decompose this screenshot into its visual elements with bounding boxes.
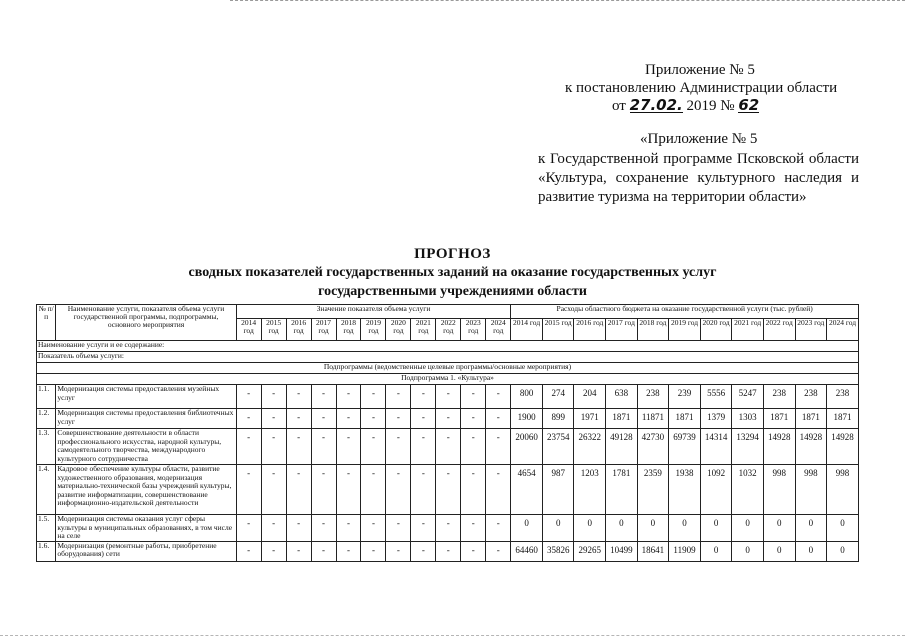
expense-cell: 1871 (827, 409, 859, 429)
volume-cell: - (236, 465, 261, 515)
expense-year-10: 2024 год (827, 319, 859, 341)
volume-cell: - (386, 515, 411, 542)
table-row (37, 385, 859, 409)
expense-cell: 5556 (700, 385, 732, 409)
expense-cell: 0 (827, 541, 859, 561)
expense-cell: 1781 (606, 465, 638, 515)
volume-year-9: 2023 год (461, 319, 486, 341)
volume-cell: - (261, 465, 286, 515)
volume-year-7: 2021 год (411, 319, 436, 341)
volume-cell: - (486, 465, 511, 515)
expense-cell: 998 (763, 465, 795, 515)
volume-cell: - (311, 429, 336, 465)
volume-cell: - (261, 429, 286, 465)
row-number: 1.4. (37, 465, 56, 515)
volume-year-0: 2014 год (236, 319, 261, 341)
volume-cell: - (486, 541, 511, 561)
date-year: 2019 № (686, 98, 735, 114)
volume-year-6: 2020 год (386, 319, 411, 341)
volume-cell: - (311, 385, 336, 409)
heading-subtitle-2: государственными учреждениями области (318, 284, 587, 299)
volume-cell: - (461, 385, 486, 409)
expense-year-3: 2017 год (606, 319, 638, 341)
volume-year-5: 2019 год (361, 319, 386, 341)
volume-cell: - (361, 541, 386, 561)
volume-cell: - (411, 541, 436, 561)
expense-cell: 29265 (574, 541, 606, 561)
row-name: Модернизация системы предоставления библиотечных услуг (56, 409, 236, 429)
expense-cell: 42730 (637, 429, 669, 465)
volume-cell: - (486, 409, 511, 429)
volume-year-8: 2022 год (436, 319, 461, 341)
volume-cell: - (261, 385, 286, 409)
expense-year-6: 2020 год (700, 319, 732, 341)
table-row (37, 465, 859, 515)
row-name: Модернизация системы предоставления музейных услуг (56, 385, 236, 409)
volume-cell: - (236, 541, 261, 561)
volume-cell: - (386, 465, 411, 515)
expense-cell: 0 (574, 515, 606, 542)
appendix-date-line (612, 98, 759, 115)
volume-cell: - (336, 515, 361, 542)
expense-cell: 5247 (732, 385, 764, 409)
expense-cell: 1871 (763, 409, 795, 429)
expense-cell: 23754 (542, 429, 574, 465)
expense-cell: 238 (795, 385, 827, 409)
row-subprogram-1: Подпрограмма 1. «Культура» (37, 374, 859, 385)
expense-year-9: 2023 год (795, 319, 827, 341)
expense-cell: 20060 (511, 429, 543, 465)
expense-cell: 274 (542, 385, 574, 409)
volume-year-3: 2017 год (311, 319, 336, 341)
volume-cell: - (461, 515, 486, 542)
volume-cell: - (411, 429, 436, 465)
expense-cell: 35826 (542, 541, 574, 561)
expense-year-0: 2014 год (511, 319, 543, 341)
row-name: Кадровое обеспечение культуры области, развитие художественного образования, модернизация материально-технической базы учреждений культуры, развитие информатизации, совершенствование информационно-издательской деятельности (56, 465, 236, 515)
expense-year-1: 2015 год (542, 319, 574, 341)
volume-cell: - (286, 465, 311, 515)
expense-cell: 638 (606, 385, 638, 409)
volume-cell: - (236, 385, 261, 409)
scan-edge-bottom (0, 635, 905, 638)
expense-cell: 26322 (574, 429, 606, 465)
expense-cell: 0 (795, 515, 827, 542)
table-row (37, 515, 859, 542)
row-name: Модернизация системы оказания услуг сферы культуры в муниципальных образованиях, в том числе на селе (56, 515, 236, 542)
row-number: 1.5. (37, 515, 56, 542)
volume-cell: - (486, 429, 511, 465)
expense-cell: 0 (795, 541, 827, 561)
expense-cell: 4654 (511, 465, 543, 515)
volume-cell: - (436, 541, 461, 561)
expense-cell: 0 (827, 515, 859, 542)
volume-cell: - (311, 515, 336, 542)
row-number: 1.3. (37, 429, 56, 465)
expense-cell: 0 (542, 515, 574, 542)
volume-cell: - (386, 429, 411, 465)
expense-cell: 987 (542, 465, 574, 515)
heading-forecast: ПРОГНОЗ (414, 246, 491, 262)
expense-cell: 1379 (700, 409, 732, 429)
volume-cell: - (236, 409, 261, 429)
expense-year-4: 2018 год (637, 319, 669, 341)
volume-cell: - (286, 409, 311, 429)
table-row (37, 409, 859, 429)
row-service-name: Наименование услуги и ее содержание: (37, 341, 859, 352)
table-row (37, 541, 859, 561)
expense-cell: 800 (511, 385, 543, 409)
volume-cell: - (261, 541, 286, 561)
volume-cell: - (436, 515, 461, 542)
scan-edge-top (230, 0, 905, 3)
handwritten-number: 62 (738, 96, 760, 114)
expense-cell: 0 (700, 541, 732, 561)
expense-year-5: 2019 год (669, 319, 701, 341)
volume-cell: - (361, 429, 386, 465)
volume-year-2: 2016 год (286, 319, 311, 341)
volume-cell: - (261, 409, 286, 429)
heading-subtitle-1: сводных показателей государственных заданий на оказание государственных услуг (188, 265, 717, 280)
expense-cell: 14928 (795, 429, 827, 465)
volume-cell: - (386, 541, 411, 561)
volume-year-1: 2015 год (261, 319, 286, 341)
expense-cell: 1871 (606, 409, 638, 429)
volume-cell: - (261, 515, 286, 542)
volume-cell: - (361, 515, 386, 542)
expense-cell: 238 (637, 385, 669, 409)
expense-cell: 1032 (732, 465, 764, 515)
expense-cell: 0 (511, 515, 543, 542)
expense-cell: 64460 (511, 541, 543, 561)
header-name: Наименование услуги, показателя объема услуги государственной программы, подпрограммы, основного мероприятия (56, 305, 236, 341)
expense-cell: 0 (763, 515, 795, 542)
row-number: 1.2. (37, 409, 56, 429)
expense-cell: 0 (700, 515, 732, 542)
expense-cell: 10499 (606, 541, 638, 561)
expense-cell: 11909 (669, 541, 701, 561)
volume-cell: - (436, 385, 461, 409)
row-name: Совершенствование деятельности в области профессионального искусства, народной культуры, самодеятельного творчества, международного культурного сотрудничества (56, 429, 236, 465)
header-volume-group: Значение показателя объема услуги (236, 305, 511, 319)
volume-cell: - (336, 465, 361, 515)
volume-cell: - (286, 385, 311, 409)
volume-cell: - (461, 465, 486, 515)
row-number: 1.6. (37, 541, 56, 561)
volume-cell: - (411, 409, 436, 429)
expense-year-7: 2021 год (732, 319, 764, 341)
table-row (37, 429, 859, 465)
expense-cell: 0 (732, 515, 764, 542)
appendix5-title: «Приложение № 5 (640, 131, 758, 147)
row-number: 1.1. (37, 385, 56, 409)
expense-cell: 14928 (827, 429, 859, 465)
expense-cell: 1303 (732, 409, 764, 429)
volume-cell: - (436, 409, 461, 429)
volume-cell: - (461, 409, 486, 429)
volume-cell: - (361, 409, 386, 429)
appendix-title: Приложение № 5 (645, 62, 755, 78)
volume-cell: - (486, 385, 511, 409)
expense-cell: 1938 (669, 465, 701, 515)
volume-cell: - (336, 429, 361, 465)
volume-cell: - (311, 409, 336, 429)
expense-cell: 239 (669, 385, 701, 409)
expense-cell: 0 (763, 541, 795, 561)
expense-cell: 998 (827, 465, 859, 515)
expense-cell: 1092 (700, 465, 732, 515)
volume-cell: - (386, 385, 411, 409)
volume-cell: - (286, 541, 311, 561)
expense-cell: 1871 (795, 409, 827, 429)
expense-cell: 998 (795, 465, 827, 515)
row-indicator: Показатель объема услуги: (37, 352, 859, 363)
volume-cell: - (236, 515, 261, 542)
header-number: № п/п (37, 305, 56, 341)
volume-cell: - (461, 429, 486, 465)
volume-cell: - (436, 465, 461, 515)
forecast-table (36, 304, 859, 562)
volume-cell: - (486, 515, 511, 542)
expense-cell: 899 (542, 409, 574, 429)
volume-cell: - (336, 541, 361, 561)
handwritten-date: 27.02. (629, 96, 683, 114)
expense-cell: 14314 (700, 429, 732, 465)
expense-cell: 2359 (637, 465, 669, 515)
appendix5-body: к Государственной программе Псковской области «Культура, сохранение культурного наследия и развитие туризма на территории области» (538, 151, 859, 205)
row-name: Модернизация (ремонтные работы, приобретение оборудования) сети (56, 541, 236, 561)
expense-cell: 13294 (732, 429, 764, 465)
expense-cell: 69739 (669, 429, 701, 465)
expense-cell: 238 (827, 385, 859, 409)
row-subprograms: Подпрограммы (ведомственные целевые программы/основные мероприятия) (37, 363, 859, 374)
expense-cell: 1871 (669, 409, 701, 429)
volume-cell: - (361, 385, 386, 409)
expense-cell: 18641 (637, 541, 669, 561)
volume-cell: - (336, 409, 361, 429)
volume-cell: - (361, 465, 386, 515)
appendix-reference: к постановлению Администрации области (565, 80, 838, 96)
volume-cell: - (461, 541, 486, 561)
volume-cell: - (411, 385, 436, 409)
expense-cell: 49128 (606, 429, 638, 465)
volume-cell: - (311, 465, 336, 515)
date-prefix: от (612, 98, 626, 114)
volume-year-10: 2024 год (486, 319, 511, 341)
expense-cell: 204 (574, 385, 606, 409)
expense-year-8: 2022 год (763, 319, 795, 341)
expense-cell: 0 (732, 541, 764, 561)
volume-cell: - (336, 385, 361, 409)
volume-cell: - (386, 409, 411, 429)
volume-cell: - (311, 541, 336, 561)
expense-cell: 1203 (574, 465, 606, 515)
header-expenses-group: Расходы областного бюджета на оказание государственной услуги (тыс. рублей) (511, 305, 859, 319)
expense-cell: 1971 (574, 409, 606, 429)
volume-cell: - (411, 465, 436, 515)
expense-cell: 11871 (637, 409, 669, 429)
expense-cell: 1900 (511, 409, 543, 429)
volume-cell: - (286, 429, 311, 465)
expense-cell: 0 (637, 515, 669, 542)
expense-cell: 238 (763, 385, 795, 409)
expense-cell: 14928 (763, 429, 795, 465)
volume-cell: - (236, 429, 261, 465)
volume-cell: - (286, 515, 311, 542)
volume-cell: - (436, 429, 461, 465)
expense-cell: 0 (669, 515, 701, 542)
volume-cell: - (411, 515, 436, 542)
expense-year-2: 2016 год (574, 319, 606, 341)
expense-cell: 0 (606, 515, 638, 542)
volume-year-4: 2018 год (336, 319, 361, 341)
